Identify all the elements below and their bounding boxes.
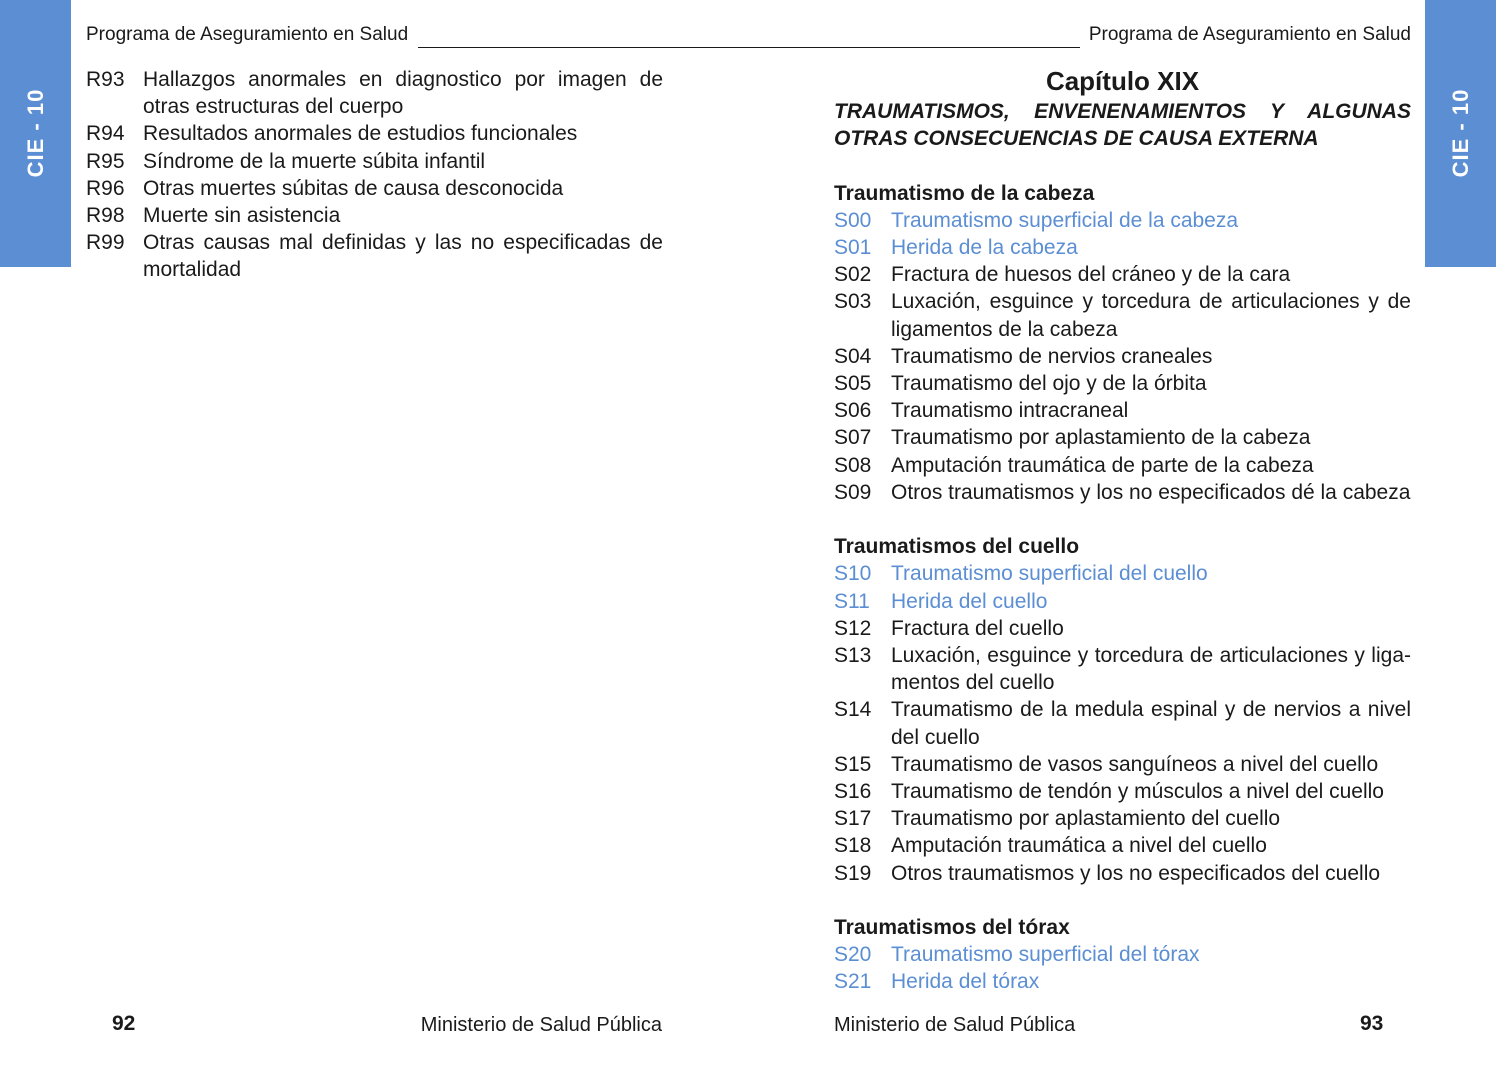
entry-description: Luxación, esguince y torcedura de articulaciones y de ligamentos de la cabeza xyxy=(891,290,1411,341)
entry-code: S21 xyxy=(834,970,872,994)
list-item xyxy=(86,120,663,147)
list-item xyxy=(834,343,1411,370)
entry-code: S11 xyxy=(834,589,870,613)
entry-code: S17 xyxy=(834,807,872,831)
entry-code: S08 xyxy=(834,453,872,477)
entry-description: Traumatismo de nervios craneales xyxy=(891,344,1213,368)
list-item xyxy=(834,370,1411,397)
entry-code: R93 xyxy=(86,68,125,91)
list-item-link[interactable] xyxy=(834,207,1411,234)
entry-description: Traumatismo por aplastamiento de la cabeza xyxy=(891,426,1311,450)
entry-description: Traumatismo de vasos sanguíneos a nivel del cuello xyxy=(891,752,1379,776)
running-head-right: Programa de Aseguramiento en Salud xyxy=(1088,24,1411,45)
entry-code: S06 xyxy=(834,399,872,423)
list-item xyxy=(834,805,1411,832)
section-title: Traumatismos del cuello xyxy=(834,535,1080,559)
entry-description: Traumatismo del ojo y de la órbita xyxy=(891,372,1207,396)
entry-description: Fractura del cuello xyxy=(891,616,1064,640)
entry-code: R96 xyxy=(86,176,125,200)
entry-code: R95 xyxy=(86,149,125,173)
entry-code: S09 xyxy=(834,480,872,504)
section-title: Traumatismo de la cabeza xyxy=(834,181,1095,205)
entry-description: Amputación traumática de parte de la cabeza xyxy=(891,453,1314,477)
entry-description: Traumatismo intracraneal xyxy=(891,399,1129,423)
entry-code: S07 xyxy=(834,426,872,450)
right-page-content xyxy=(834,66,1411,996)
entry-code: S19 xyxy=(834,861,872,885)
entry-description: Herida de la cabeza xyxy=(891,236,1078,259)
entry-description: Herida del tórax xyxy=(891,970,1040,994)
entry-code: S04 xyxy=(834,344,872,368)
header-rule xyxy=(418,47,1080,48)
list-item-link[interactable] xyxy=(834,234,1411,261)
entry-code: S16 xyxy=(834,780,872,804)
entry-code: S10 xyxy=(834,562,872,586)
entry-description: Luxación, esguince y torcedura de articulaciones y liga-mentos del cuello xyxy=(891,644,1411,695)
entry-description: Hallazgos anormales en diagnostico por imagen de otras estructuras del cuerpo xyxy=(143,68,663,119)
entry-code: S05 xyxy=(834,372,872,396)
chapter-subtitle: TRAUMATISMOS, ENVENENAMIENTOS Y ALGUNAS OTRAS CONSECUENCIAS DE CAUSA EXTERNA xyxy=(834,100,1411,151)
list-item xyxy=(834,832,1411,859)
list-item xyxy=(834,288,1411,342)
list-item xyxy=(86,66,663,120)
list-item xyxy=(834,778,1411,805)
entry-description: Traumatismo de la medula espinal y de nervios a nivel del cuello xyxy=(891,698,1411,749)
entry-description: Traumatismo superficial de la cabeza xyxy=(891,208,1239,232)
list-item xyxy=(86,148,663,175)
entry-code: S02 xyxy=(834,263,872,287)
entry-description: Resultados anormales de estudios funcionales xyxy=(143,122,578,146)
left-page-content xyxy=(86,66,663,284)
entry-description: Síndrome de la muerte súbita infantil xyxy=(143,149,486,173)
entry-description: Traumatismo de tendón y músculos a nivel del cuello xyxy=(891,780,1384,804)
list-item xyxy=(86,229,663,283)
entry-description: Otras causas mal definidas y las no especificadas de mortalidad xyxy=(143,231,663,282)
entry-code: S00 xyxy=(834,208,872,232)
entry-code: S14 xyxy=(834,698,872,722)
entry-code: S20 xyxy=(834,943,872,967)
entry-code: S01 xyxy=(834,236,872,259)
footer-right: Ministerio de Salud Pública xyxy=(834,1014,1076,1036)
list-item xyxy=(834,615,1411,642)
list-item xyxy=(834,424,1411,451)
list-item xyxy=(834,479,1411,506)
entry-code: R99 xyxy=(86,231,125,255)
list-item-link[interactable] xyxy=(834,941,1411,968)
entry-code: S13 xyxy=(834,644,872,668)
entry-description: Traumatismo superficial del cuello xyxy=(891,562,1208,586)
side-tab-right-label: CIE - 10 xyxy=(1447,88,1473,178)
page-number-right: 93 xyxy=(1360,1012,1384,1035)
entry-description: Herida del cuello xyxy=(891,589,1048,613)
entry-description: Fractura de huesos del cráneo y de la cara xyxy=(891,263,1291,287)
list-item xyxy=(86,175,663,202)
entry-code: S15 xyxy=(834,752,872,776)
list-item xyxy=(86,202,663,229)
list-item xyxy=(834,751,1411,778)
entry-description: Otros traumatismos y los no especificados dé la cabeza xyxy=(891,480,1411,504)
side-tab-right xyxy=(1425,0,1496,267)
entry-code: R94 xyxy=(86,122,125,146)
list-item xyxy=(834,642,1411,696)
chapter-title: Capítulo XIX xyxy=(1045,66,1200,96)
entry-code: R98 xyxy=(86,204,125,228)
list-item xyxy=(834,696,1411,750)
entry-description: Otras muertes súbitas de causa desconocida xyxy=(143,176,564,200)
entry-description: Traumatismo superficial del tórax xyxy=(891,943,1200,967)
list-item xyxy=(834,452,1411,479)
side-tab-left-label: CIE - 10 xyxy=(22,88,48,178)
entry-code: S18 xyxy=(834,834,872,858)
entry-description: Traumatismo por aplastamiento del cuello xyxy=(891,807,1281,831)
section-title: Traumatismos del tórax xyxy=(834,916,1070,940)
entry-description: Amputación traumática a nivel del cuello xyxy=(891,834,1267,858)
list-item xyxy=(834,397,1411,424)
entry-description: Otros traumatismos y los no especificados del cuello xyxy=(891,861,1381,885)
entry-code: S12 xyxy=(834,616,872,640)
list-item-link[interactable] xyxy=(834,560,1411,587)
running-head-left: Programa de Aseguramiento en Salud xyxy=(86,24,409,45)
list-item xyxy=(834,860,1411,887)
side-tab-left xyxy=(0,0,71,267)
list-item-link[interactable] xyxy=(834,588,1411,615)
footer-left: Ministerio de Salud Pública xyxy=(420,1014,662,1036)
page-number-left: 92 xyxy=(112,1012,136,1035)
entry-description: Muerte sin asistencia xyxy=(143,204,341,228)
list-item-link[interactable] xyxy=(834,968,1411,995)
list-item xyxy=(834,261,1411,288)
entry-code: S03 xyxy=(834,290,872,314)
